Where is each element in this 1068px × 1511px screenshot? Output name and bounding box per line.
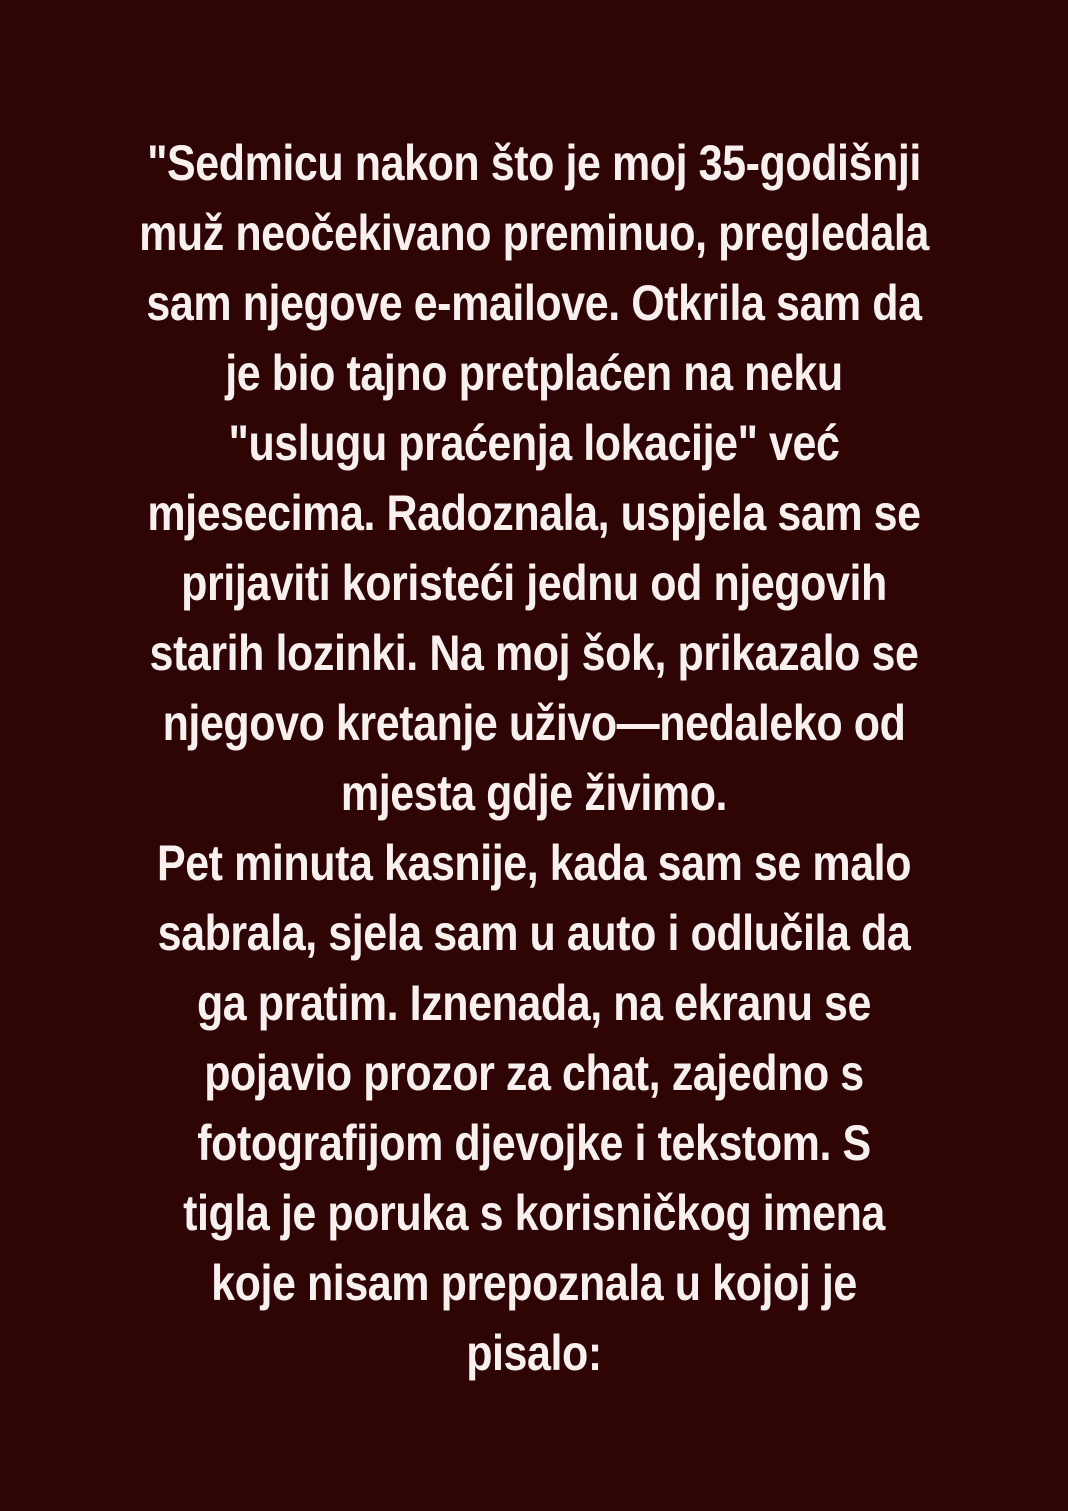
story-line: prijaviti koristeći jednu od njegovih — [181, 555, 887, 611]
story-line: "Sedmicu nakon što je moj 35-godišnji — [147, 135, 921, 191]
story-line: starih lozinki. Na moj šok, prikazalo se — [149, 625, 919, 681]
story-line: fotografijom djevojke i tekstom. S — [197, 1115, 871, 1171]
story-line: "uslugu praćenja lokacije" već — [228, 415, 840, 471]
story-line: pisalo: — [466, 1325, 602, 1381]
story-line: sabrala, sjela sam u auto i odlučila da — [157, 905, 911, 961]
story-line: pojavio prozor za chat, zajedno s — [204, 1045, 864, 1101]
story-line: tigla je poruka s korisničkog imena — [183, 1185, 885, 1241]
story-text-block — [75, 0, 993, 1388]
story-line: je bio tajno pretplaćen na neku — [225, 345, 843, 401]
story-line: mjesecima. Radoznala, uspjela sam se — [147, 485, 921, 541]
story-line: koje nisam prepoznala u kojoj je — [211, 1255, 857, 1311]
story-line: ga pratim. Iznenada, na ekranu se — [196, 975, 872, 1031]
story-line: Pet minuta kasnije, kada sam se malo — [156, 835, 912, 891]
story-line: mjesta gdje živimo. — [340, 765, 728, 821]
story-line: muž neočekivano preminuo, pregledala — [139, 205, 929, 261]
story-line: njegovo kretanje uživo—nedaleko od — [162, 695, 906, 751]
story-line: sam njegove e-mailove. Otkrila sam da — [146, 275, 922, 331]
